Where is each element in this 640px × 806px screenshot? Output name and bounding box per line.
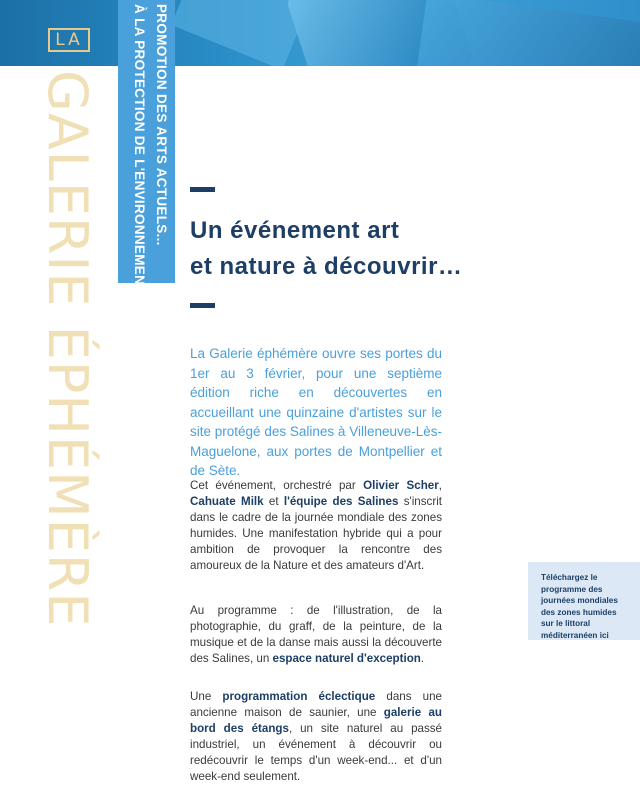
headline-dash-top — [190, 187, 215, 192]
photo-shape — [171, 0, 308, 66]
paragraph-programmation: Une programmation éclectique dans une ancienne maison de saunier, une galerie au bord des étangs, un site naturel au passé industriel, un événement à découvrir ou redécouvrir le temps d'un week-end... et d'un week-end seulement. — [190, 690, 443, 783]
logo-vertical-title: GALERIE ÉPHÉMÈRE — [36, 70, 99, 628]
photo-shape — [415, 0, 640, 66]
paragraph-organizers: Cet événement, orchestré par Olivier Scher, Cahuate Milk et l'équipe des Salines s'inscrit dans le cadre de la journée mondiale des zones humides. Une manifestation hybride qui a pour ambition de provoquer la rencontre des amoureux de la Nature et des amateurs d'Art. — [190, 479, 442, 572]
headline-line-2: et nature à découvrir… — [190, 253, 463, 280]
paragraph-programme: Au programme : de l'illustration, de la photographie, du graff, de la peinture, de la musique et de la danse mais aussi la découverte des Salines, un espace naturel d'exception. — [190, 604, 442, 665]
tagline-line-2: À LA PROTECTION DE L'ENVIRONNEMENT — [132, 4, 147, 294]
download-link[interactable]: ici — [599, 630, 609, 640]
intro-paragraph: La Galerie éphémère ouvre ses portes du 1er au 3 février, pour une septième édition riche en découvertes en accueillant une quinzaine d'artistes sur le site protégé des Salines à Villeneuve-Lès-Maguelone, aux portes de Montpellier et de Sète. — [190, 346, 442, 478]
tagline-text — [122, 4, 172, 294]
headline-line-1: Un événement art — [190, 217, 400, 244]
headline-dash-bottom — [190, 303, 215, 308]
headline — [190, 213, 510, 285]
logo-la-box: LA — [48, 28, 90, 52]
header-photo-band — [0, 0, 640, 66]
sidebox-text: Téléchargez le programme des journées mondiales des zones humides sur le littoral méditerranéen — [541, 573, 618, 640]
tagline-line-1: PROMOTION DES ARTS ACTUELS... — [154, 4, 169, 246]
download-sidebox — [528, 562, 640, 640]
